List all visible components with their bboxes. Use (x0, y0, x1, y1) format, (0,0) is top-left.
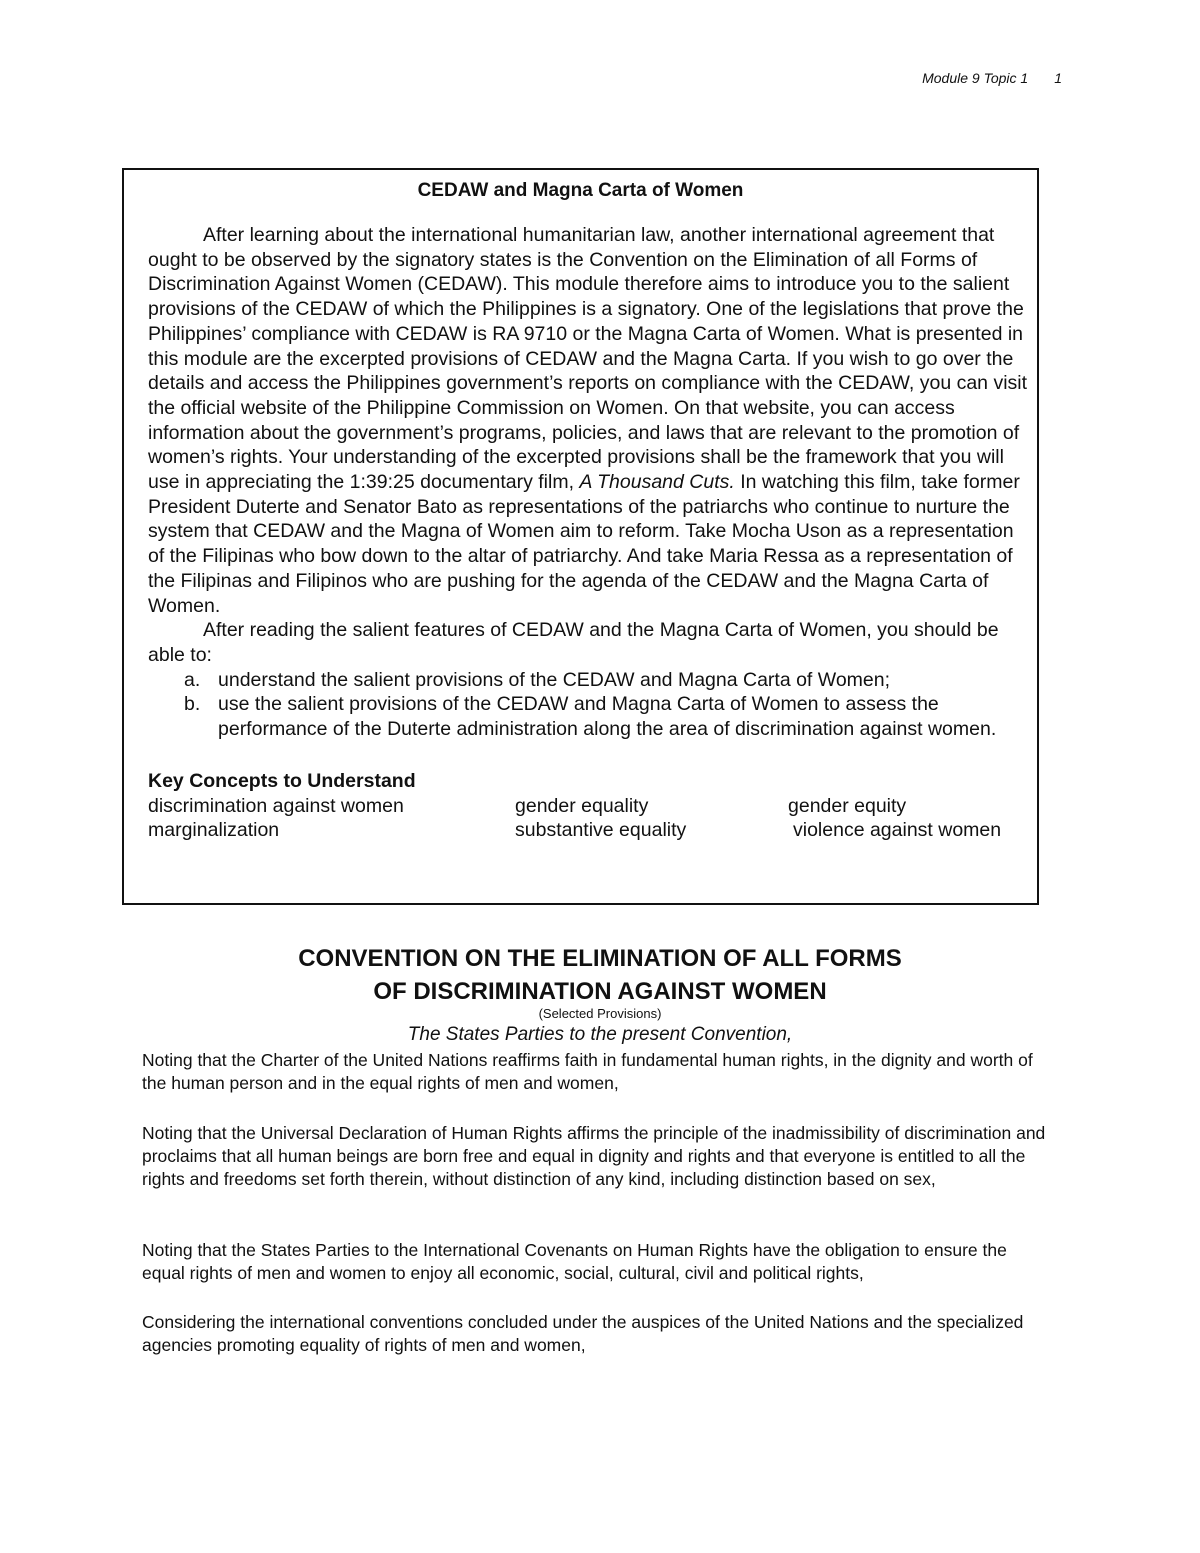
intro-text-a: After learning about the international humanitarian law, another international agreement that ought to be observed by the signatory states is the Convention on the Elimination of all Forms of Discrimination Against Women (CEDAW). This module therefore aims to introduce you to the salient provisions of the CEDAW of which the Philippines is a signatory. One of the legislations that prove the Philippines’ compliance with CEDAW is RA 9710 or the Magna Carta of Women. What is presented in this module are the excerpted provisions of CEDAW and the Magna Carta. If you wish to go over the details and access the Philippines government’s reports on compliance with the CEDAW, you can visit the official website of the Philippine Commission on Women. On that website, you can access information about the government’s programs, policies, and laws that are relevant to the promotion of women’s rights. Your understanding of the excerpted provisions shall be the framework that you will use in appreciating the 1:39:25 documentary film, (148, 224, 1028, 494)
states-parties-line: The States Parties to the present Convention, (407, 1024, 793, 1045)
objective-item (148, 668, 1033, 693)
convention-title-line2: OF DISCRIMINATION AGAINST WOMEN (373, 978, 827, 1005)
preamble-paragraph: Considering the international conventions concluded under the auspices of the United Nations and the specialized agencies promoting equality of rights of men and women, (142, 1312, 1024, 1355)
objectives-list (148, 668, 1033, 742)
objective-text: understand the salient provisions of the CEDAW and Magna Carta of Women; (218, 668, 891, 691)
key-concept: gender equity (788, 794, 907, 817)
key-concepts-grid (148, 794, 1033, 843)
key-concept: substantive equality (515, 819, 687, 842)
intro-text-b: In watching this film, take former President Duterte and Senator Bato as representations of the patriarchs who continue to nurture the system that CEDAW and the Magna of Women aim to reform. Take Mocha Uson as a representation of the Filipinas who bow down to the altar of patriarchy. And take Maria Ressa as a representation of the Filipinas and Filipinos who are pushing for the agenda of the CEDAW and the Magna Carta of Women. (148, 471, 1020, 617)
objective-marker: b. (184, 693, 201, 716)
key-concept: violence against women (793, 819, 1002, 842)
objective-text: use the salient provisions of the CEDAW and Magna Carta of Women to assess the performance of the Duterte administration along the area of discrimination against women. (218, 693, 997, 741)
page-header (0, 70, 1062, 86)
convention-title-line1: CONVENTION ON THE ELIMINATION OF ALL FORMS (298, 945, 902, 972)
objective-item (148, 692, 1033, 741)
preamble-paragraph: Noting that the Charter of the United Nations reaffirms faith in fundamental human rights, in the dignity and worth of the human person and in the equal rights of men and women, (142, 1050, 1033, 1093)
objective-marker: a. (184, 668, 201, 691)
key-concept: discrimination against women (148, 794, 404, 817)
intro-box-content (148, 178, 1033, 843)
key-concepts-title: Key Concepts to Understand (148, 769, 416, 792)
box-title: CEDAW and Magna Carta of Women (417, 180, 744, 201)
module-label: Module 9 Topic 1 (922, 70, 1029, 86)
key-concept: marginalization (148, 819, 280, 842)
film-title: A Thousand Cuts. (579, 471, 735, 494)
intro-paragraph (148, 223, 1033, 618)
page-number: 1 (1054, 70, 1062, 86)
objectives-intro: After reading the salient features of CEDAW and the Magna Carta of Women, you should be able to: (148, 619, 999, 666)
preamble-paragraph: Noting that the States Parties to the International Covenants on Human Rights have the obligation to ensure the equal rights of men and women to enjoy all economic, social, cultural, civil and political rights, (142, 1240, 1007, 1283)
intro-box (122, 168, 1039, 905)
convention-subtitle: (Selected Provisions) (538, 1006, 662, 1021)
preamble-paragraph: Noting that the Universal Declaration of Human Rights affirms the principle of the inadmissibility of discrimination and proclaims that all human beings are born free and equal in dignity and rights and that everyone is entitled to all the rights and freedoms set forth therein, without distinction of any kind, including distinction based on sex, (142, 1123, 1046, 1189)
key-concept: gender equality (515, 794, 649, 817)
